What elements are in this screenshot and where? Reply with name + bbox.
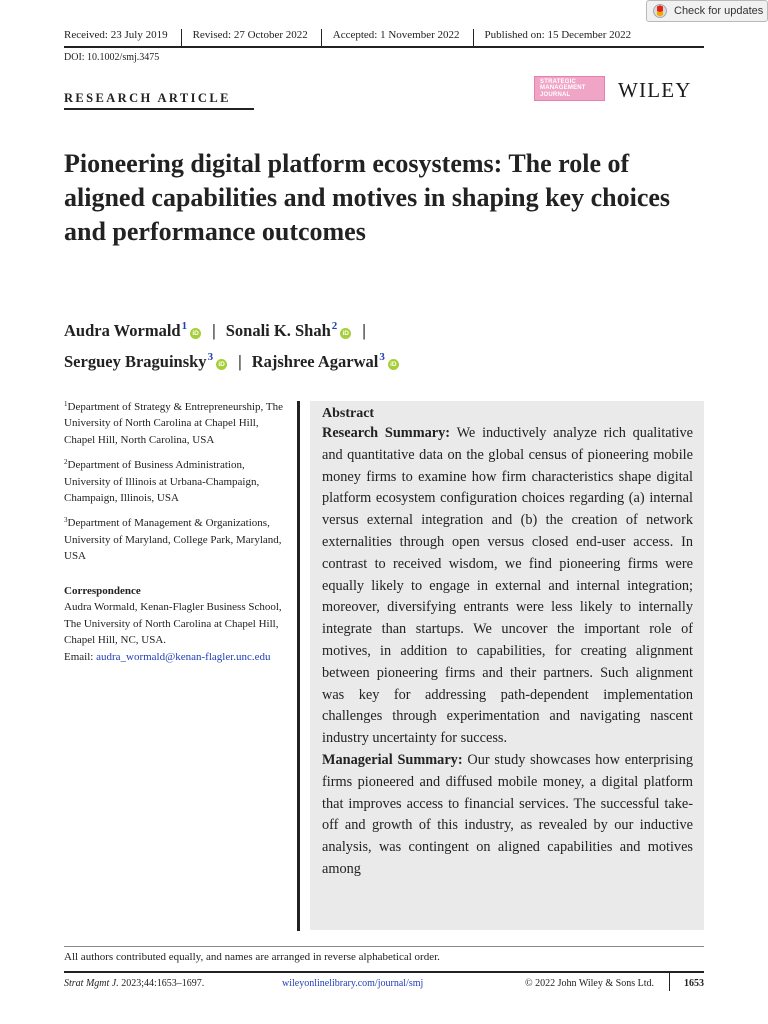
author-separator: | bbox=[238, 352, 242, 371]
accepted-date: Accepted: 1 November 2022 bbox=[332, 29, 460, 41]
author-separator: | bbox=[362, 321, 366, 340]
research-summary bbox=[322, 423, 693, 750]
author-name: Rajshree Agarwal bbox=[251, 352, 379, 371]
affiliation-ref[interactable]: 1 bbox=[181, 320, 188, 332]
managerial-summary-text: Our study showcases how enterprising firms pioneered and diffused mobile money, a digital platform that improves access to financial services. The successful take-off and growth of this industry, as revealed by our inductive analysis, was contingent on aligned capabilities and motives among bbox=[322, 751, 694, 877]
received-date: Received: 23 July 2019 bbox=[64, 29, 168, 41]
check-for-updates-label: Check for updates bbox=[674, 5, 764, 17]
article-type-underline bbox=[64, 108, 254, 110]
managerial-summary bbox=[322, 750, 693, 881]
page-number: 1653 bbox=[684, 978, 704, 989]
affiliations bbox=[64, 396, 289, 571]
abstract-box bbox=[310, 401, 704, 930]
footnote: All authors contributed equally, and names are arranged in reverse alphabetical order. bbox=[64, 951, 440, 963]
affiliation-ref[interactable]: 2 bbox=[331, 320, 338, 332]
correspondence-heading: Correspondence bbox=[64, 585, 141, 597]
correspondence bbox=[64, 583, 292, 665]
copyright: © 2022 John Wiley & Sons Ltd. bbox=[525, 978, 654, 989]
author-separator: | bbox=[212, 321, 216, 340]
abstract-rule bbox=[297, 401, 300, 931]
journal-logo-line: JOURNAL bbox=[540, 91, 571, 98]
citation bbox=[64, 978, 204, 989]
check-updates-icon bbox=[653, 4, 667, 18]
footer-rule bbox=[64, 971, 704, 973]
article-title: Pioneering digital platform ecosystems: The role of aligned capabilities and motives in shaping key choices and performance outcomes bbox=[64, 149, 671, 246]
footer-divider bbox=[669, 971, 670, 991]
affiliation bbox=[64, 396, 289, 448]
correspondence-text: Audra Wormald, Kenan-Flagler Business School, The University of North Carolina at Chapel Hill, Chapel Hill, NC, USA. bbox=[64, 601, 282, 647]
doi: DOI: 10.1002/smj.3475 bbox=[64, 52, 160, 63]
orcid-icon[interactable]: iD bbox=[216, 359, 227, 370]
orcid-icon[interactable]: iD bbox=[340, 328, 351, 339]
research-summary-text: We inductively analyze rich qualitative and quantitative data on the global census of pioneering mobile money firms to examine how firm characteristics shape digital platform ecosystem configuration choices regarding (a) internal versus external integration and (b) the creation of network externalities through open versus closed end-user access. In contrast to received wisdom, we find pioneering firms were equally likely to engage in external and internal integration; moreover, diversifying entrants were less likely to internally integrate than startups. We uncover the important role of motives, in addition to capabilities, for creating alignment between pioneering firms and their partners. Such alignment was key for addressing path-dependent implementation challenges through experimentation and navigating nascent industry uncertainty for success. bbox=[322, 425, 693, 747]
article-type: RESEARCH ARTICLE bbox=[64, 91, 231, 105]
submission-history bbox=[64, 29, 704, 47]
publisher-logo: WILEY bbox=[618, 78, 692, 102]
affiliation-number: 3 bbox=[64, 516, 68, 525]
author-list bbox=[64, 313, 704, 375]
footnote-rule bbox=[64, 946, 704, 947]
abstract-heading: Abstract bbox=[322, 406, 375, 421]
journal-logo-line: MANAGEMENT bbox=[540, 85, 586, 92]
journal-logo bbox=[534, 76, 605, 101]
affiliation-number: 2 bbox=[64, 458, 68, 467]
email-link[interactable]: audra_wormald@kenan-flagler.unc.edu bbox=[96, 650, 271, 663]
author-name: Serguey Braguinsky bbox=[64, 352, 207, 371]
managerial-summary-label: Managerial Summary: bbox=[322, 751, 463, 768]
affiliation-number: 1 bbox=[64, 400, 68, 408]
history-divider bbox=[181, 29, 182, 47]
history-divider bbox=[473, 29, 474, 47]
citation-details: 2023;44:1653–1697. bbox=[121, 978, 205, 989]
published-date: Published on: 15 December 2022 bbox=[484, 29, 632, 41]
affiliation bbox=[64, 454, 289, 506]
journal-logo-line: STRATEGIC bbox=[540, 78, 577, 85]
check-for-updates-button[interactable] bbox=[646, 0, 768, 22]
affiliation-text: Department of Strategy & Entrepreneurship, The University of North Carolina at Chapel Hill, Chapel Hill, North Carolina, USA bbox=[64, 401, 283, 446]
affiliation-text: Department of Management & Organizations, University of Maryland, College Park, Maryland, USA bbox=[64, 517, 282, 563]
research-summary-label: Research Summary: bbox=[322, 425, 451, 441]
orcid-icon[interactable]: iD bbox=[388, 359, 399, 370]
affiliation bbox=[64, 512, 289, 564]
history-divider bbox=[321, 29, 322, 47]
author[interactable] bbox=[64, 321, 201, 340]
header-rule bbox=[64, 46, 704, 48]
affiliation-text: Department of Business Administration, University of Illinois at Urbana-Champaign, Champaign, Illinois, USA bbox=[64, 459, 260, 505]
affiliation-ref[interactable]: 3 bbox=[379, 351, 385, 363]
email-label: Email: bbox=[64, 650, 97, 663]
author[interactable] bbox=[64, 352, 227, 371]
revised-date: Revised: 27 October 2022 bbox=[192, 29, 308, 41]
orcid-icon[interactable]: iD bbox=[190, 328, 201, 339]
author-name: Sonali K. Shah bbox=[225, 321, 331, 340]
author[interactable] bbox=[252, 352, 399, 371]
author[interactable] bbox=[226, 321, 352, 340]
journal-url-link[interactable]: wileyonlinelibrary.com/journal/smj bbox=[282, 978, 424, 989]
affiliation-ref[interactable]: 3 bbox=[207, 351, 214, 363]
author-name: Audra Wormald bbox=[64, 321, 181, 340]
journal-abbrev: Strat Mgmt J. bbox=[64, 978, 119, 989]
